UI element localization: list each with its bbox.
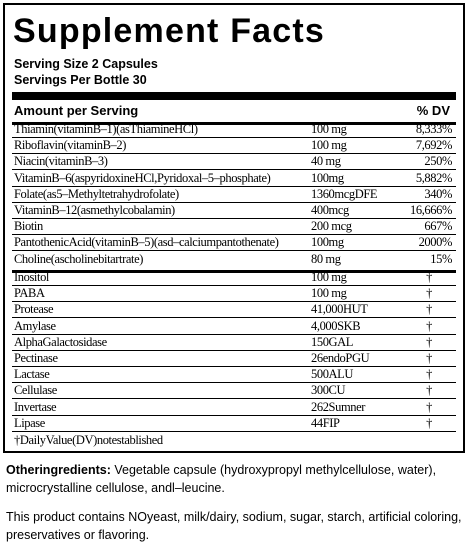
allergen-statement: This product contains NOyeast, milk/dairy, sodium, sugar, starch, artificial coloring, preservatives or flavoring. <box>6 510 462 542</box>
table-row <box>12 286 456 302</box>
table-row <box>12 416 456 431</box>
ingredient-name: Inositol <box>14 270 49 284</box>
ingredient-amount: 100 mg <box>311 138 347 153</box>
ingredient-dv: † <box>426 302 432 317</box>
ingredient-dv: † <box>426 270 432 284</box>
ingredient-amount: 100 mg <box>311 122 347 136</box>
column-header <box>14 102 454 120</box>
ingredient-name: VitaminB–6(aspyridoxineHCl,Pyridoxal–5–phosphate) <box>14 170 271 185</box>
ingredient-amount: 300CU <box>311 383 346 398</box>
ingredient-name: Cellulase <box>14 383 57 398</box>
ingredient-dv: † <box>426 334 432 349</box>
table-row <box>12 270 456 286</box>
ingredient-amount: 4,000SKB <box>311 318 361 333</box>
ingredient-name: Amylase <box>14 318 56 333</box>
ingredient-name: Thiamin(vitaminB–1)(asThiamineHCl) <box>14 122 198 136</box>
ingredient-name: Riboflavin(vitaminB–2) <box>14 138 127 153</box>
ingredient-dv: † <box>426 383 432 398</box>
serving-size: Serving Size 2 Capsules <box>14 57 158 71</box>
ingredient-amount: 80 mg <box>311 251 341 266</box>
table-row <box>12 187 456 203</box>
ingredient-amount: 262Sumner <box>311 399 366 414</box>
table-row <box>12 235 456 251</box>
other-ingredients-label: Otheringredients: <box>6 463 111 477</box>
dv-header: % DV <box>416 103 450 118</box>
table-row <box>12 302 456 318</box>
ingredient-amount: 200 mcg <box>311 219 352 234</box>
table-row <box>12 400 456 416</box>
other-ingredients <box>6 461 470 497</box>
ingredient-name: Niacin(vitaminB–3) <box>14 154 108 169</box>
table-row <box>12 319 456 335</box>
ingredient-dv: 340% <box>424 186 452 201</box>
ingredient-name: Invertase <box>14 399 57 414</box>
ingredient-dv: † <box>426 318 432 333</box>
table-row <box>12 154 456 170</box>
table-row <box>12 219 456 235</box>
table-row <box>12 138 456 154</box>
thick-divider <box>12 92 456 100</box>
ingredient-dv: 8,333% <box>415 122 452 136</box>
table-row <box>12 171 456 187</box>
table-row <box>12 122 456 138</box>
ingredient-name: Protease <box>14 302 54 317</box>
ingredient-name: Pectinase <box>14 351 58 365</box>
ingredient-dv: † <box>426 351 432 365</box>
table-row <box>12 351 456 367</box>
ingredient-amount: 26endoPGU <box>311 351 370 365</box>
table-row <box>12 367 456 383</box>
ingredient-dv: 16,666% <box>410 203 452 217</box>
ingredient-dv: † <box>426 286 432 301</box>
panel-title: Supplement Facts <box>13 12 326 50</box>
ingredient-amount: 150GAL <box>311 334 354 349</box>
ingredient-dv: 2000% <box>418 235 452 250</box>
ingredient-amount: 41,000HUT <box>311 302 368 317</box>
ingredient-amount: 400mcg <box>311 203 349 217</box>
ingredient-amount: 100 mg <box>311 270 347 284</box>
ingredient-amount: 100mg <box>311 235 344 250</box>
ingredient-name: VitaminB–12(asmethylcobalamin) <box>14 203 175 217</box>
ingredient-dv: † <box>426 415 432 430</box>
table-row <box>12 335 456 351</box>
ingredient-dv: 15% <box>430 251 452 266</box>
ingredient-name: AlphaGalactosidase <box>14 334 107 349</box>
ingredient-name: PABA <box>14 286 45 301</box>
ingredient-name: Lipase <box>14 415 45 430</box>
ingredient-amount: 44FIP <box>311 415 340 430</box>
footnote: †DailyValue(DV)notestablished <box>14 433 163 447</box>
ingredient-dv: 250% <box>424 154 452 169</box>
amount-header: Amount per Serving <box>14 103 139 118</box>
ingredient-dv: 667% <box>424 219 452 234</box>
table-row <box>12 252 456 267</box>
ingredient-amount: 1360mcgDFE <box>311 186 378 201</box>
ingredient-amount: 100mg <box>311 170 344 185</box>
ingredient-name: Folate(as5–Methyltetrahydrofolate) <box>14 186 179 201</box>
ingredient-name: Choline(ascholinebitartrate) <box>14 251 144 266</box>
supplement-facts-panel <box>3 3 465 453</box>
ingredient-dv: 7,692% <box>415 138 452 153</box>
ingredient-name: Lactase <box>14 367 50 382</box>
footnote-divider <box>12 431 456 432</box>
table-row <box>12 203 456 219</box>
other-ingredients-text: Vegetable capsule (hydroxypropyl methylcellulose, water), microcrystalline cellulose, andl–leucine. <box>6 463 437 495</box>
ingredient-amount: 500ALU <box>311 367 354 382</box>
ingredient-amount: 40 mg <box>311 154 341 169</box>
ingredient-dv: 5,882% <box>415 170 452 185</box>
servings-per-bottle: Servings Per Bottle 30 <box>14 73 147 87</box>
ingredient-amount: 100 mg <box>311 286 347 301</box>
ingredient-name: Biotin <box>14 219 43 234</box>
ingredient-dv: † <box>426 367 432 382</box>
ingredient-name: PantothenicAcid(vitaminB–5)(asd–calciumpantothenate) <box>14 235 279 250</box>
table-row <box>12 383 456 399</box>
ingredient-dv: † <box>426 399 432 414</box>
